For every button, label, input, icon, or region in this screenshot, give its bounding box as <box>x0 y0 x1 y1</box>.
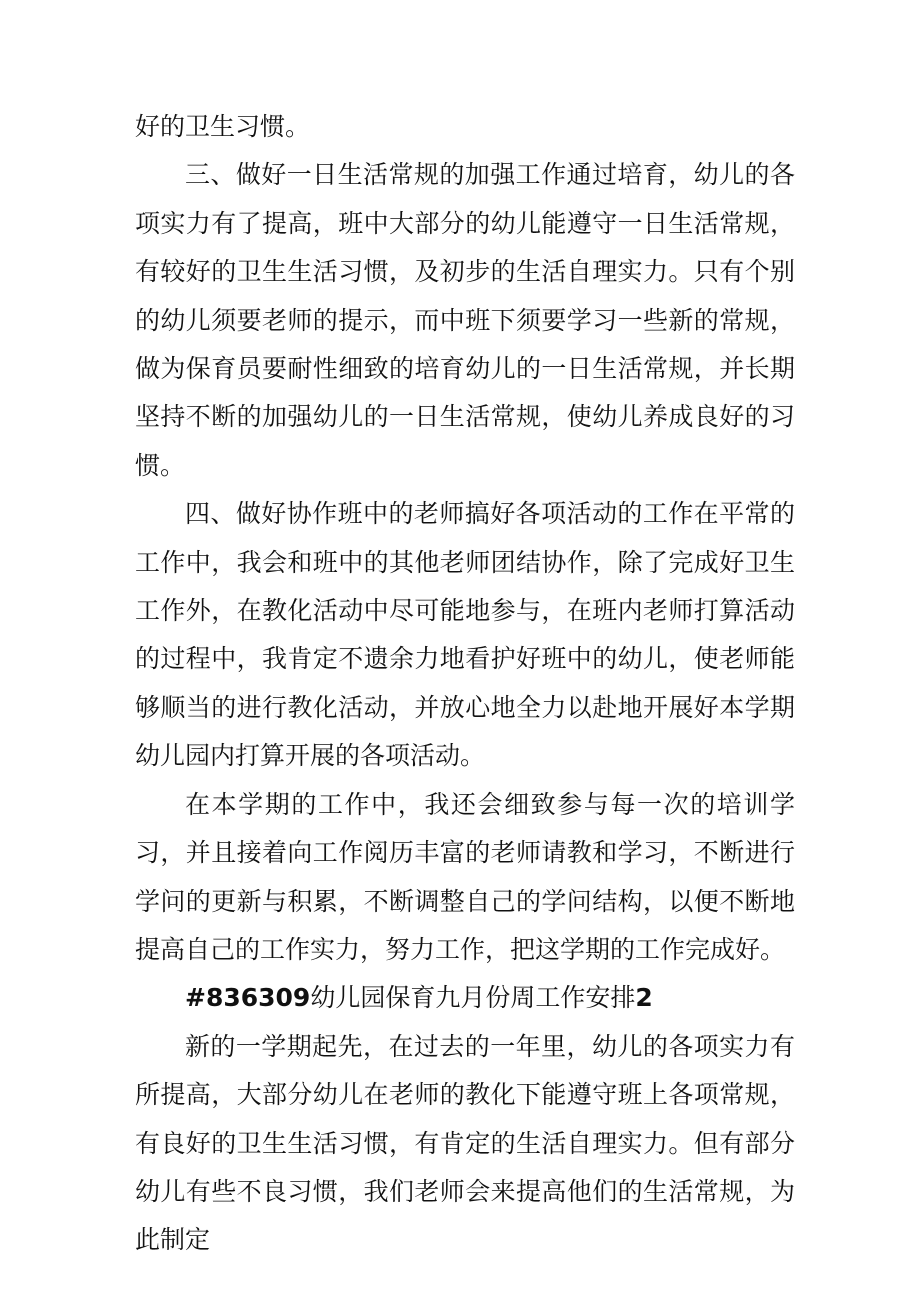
paragraph-section-three: 三、做好一日生活常规的加强工作通过培育，幼儿的各项实力有了提高，班中大部分的幼儿能遵守一日生活常规，有较好的卫生生活习惯，及初步的生活自理实力。只有个别的幼儿须要老师的提示，而中班下须要学习一些新的常规，做为保育员要耐性细致的培育幼儿的一日生活常规，并长期坚持不断的加强幼儿的一日生活常规，使幼儿养成良好的习惯。 <box>135 160 795 480</box>
paragraph-continuation: 好的卫生习惯。 <box>135 112 311 141</box>
paragraph-closing: 在本学期的工作中，我还会细致参与每一次的培训学习，并且接着向工作阅历丰富的老师请教和学习，不断进行学问的更新与积累，不断调整自己的学问结构，以便不断地提高自己的工作实力，努力工作，把这学期的工作完成好。 <box>135 789 795 964</box>
document-body <box>135 103 795 1265</box>
section-heading <box>135 974 795 1022</box>
heading-prefix: #836309 <box>185 983 311 1013</box>
heading-title: 幼儿园保育九月份周工作安排 <box>310 983 636 1013</box>
paragraph-section-four: 四、做好协作班中的老师搞好各项活动的工作在平常的工作中，我会和班中的其他老师团结协作，除了完成好卫生工作外，在教化活动中尽可能地参与，在班内老师打算活动的过程中，我肯定不遗余力地看护好班中的幼儿，使老师能够顺当的进行教化活动，并放心地全力以赴地开展好本学期幼儿园内打算开展的各项活动。 <box>135 499 795 771</box>
paragraph-intro: 新的一学期起先，在过去的一年里，幼儿的各项实力有所提高，大部分幼儿在老师的教化下能遵守班上各项常规，有良好的卫生生活习惯，有肯定的生活自理实力。但有部分幼儿有些不良习惯，我们老师会来提高他们的生活常规，为此制定 <box>135 1031 795 1255</box>
heading-suffix: 2 <box>635 983 653 1013</box>
